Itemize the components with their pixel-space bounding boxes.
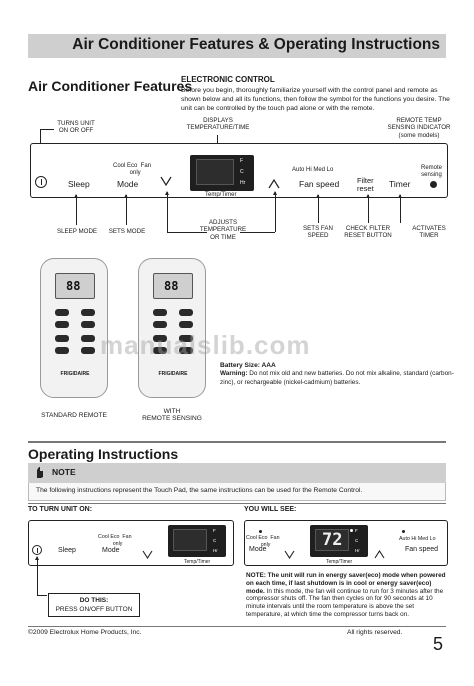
remote-fan-button[interactable]: [55, 335, 69, 342]
remote-timer-button[interactable]: [81, 347, 95, 354]
temp-timer-label-lit: Temp/Timer: [326, 559, 353, 565]
mode-button[interactable]: Mode: [117, 179, 139, 189]
battery-warning-text: Do not mix old and new batteries. Do not mix alkaline, standard (carbon-zinc), or rechargeable (nickel-cadmium) batteries.: [220, 370, 454, 386]
page-number: 5: [433, 634, 444, 654]
unit-hr-indicator: Hr: [240, 180, 246, 186]
unit-c-indicator: C: [240, 169, 244, 175]
filter-reset-button[interactable]: Filter reset: [357, 176, 374, 193]
unit-hr-indicator: Hr: [213, 548, 218, 553]
battery-warning-label: Warning:: [220, 370, 248, 377]
callout-check-filter: CHECK FILTER RESET BUTTON: [344, 225, 392, 240]
operating-heading: Operating Instructions: [28, 446, 179, 462]
mini-temp-down-button[interactable]: [142, 546, 153, 564]
unit-f-indicator: F: [355, 528, 358, 533]
rights-reserved: All rights reserved.: [347, 629, 403, 636]
do-this-text: PRESS ON/OFF BUTTON: [55, 606, 133, 613]
you-will-see-title: YOU WILL SEE:: [244, 506, 297, 513]
operating-note-rest: In this mode, the fan will continue to run for 3 minutes after the compressor shuts off. The fan then cycles on for 90 seconds at 10 minute intervals until the room temperature is above the set temperature, at which time the compressor turns back on.: [246, 587, 444, 618]
watermark: manualslib.com: [100, 330, 311, 360]
remote-up-button[interactable]: [179, 321, 193, 328]
callout-line: [318, 195, 319, 223]
remote-lcd: [55, 273, 95, 299]
mini-temp-timer-label: Temp/Timer: [184, 559, 211, 565]
panel-display: [190, 155, 254, 191]
fan-speed-button-lit[interactable]: Fan speed: [405, 546, 439, 553]
mode-button-lit[interactable]: Mode: [249, 546, 267, 553]
turn-on-title: TO TURN UNIT ON:: [28, 506, 93, 513]
remote-power-button[interactable]: [55, 309, 69, 316]
remote-mode-button[interactable]: [179, 309, 193, 316]
callout-line: [40, 129, 54, 130]
callout-sleep-mode: SLEEP MODE: [56, 228, 98, 235]
callout-line: [76, 195, 77, 225]
sensing-remote-label: WITH REMOTE SENSING: [142, 408, 202, 423]
note-hand-icon: [34, 466, 44, 479]
section-divider: [28, 441, 446, 443]
callout-line: [37, 595, 47, 596]
do-this-title: DO THIS:: [79, 597, 109, 604]
fan-speed-options: Auto Hi Med Lo: [292, 167, 334, 173]
section-divider: [28, 503, 446, 504]
display-lcd-on: [315, 529, 349, 551]
callout-line: [400, 195, 401, 223]
callout-line: [275, 192, 276, 232]
battery-size: Battery Size: AAA: [220, 362, 276, 369]
chevron-up-icon: [268, 179, 280, 189]
unit-f-indicator: F: [240, 158, 244, 164]
cool-indicator-dot: [259, 530, 262, 533]
remote-down-button[interactable]: [153, 321, 167, 328]
callout-remote-temp: REMOTE TEMP SENSING INDICATOR (some models): [387, 117, 451, 139]
mode-options: Cool Eco Fan only: [113, 163, 152, 176]
callout-sets-mode: SETS MODE: [108, 228, 146, 235]
page-title: Air Conditioner Features & Operating Instructions: [72, 36, 440, 53]
panel-display-lcd: [196, 159, 234, 185]
remote-lcd: [153, 273, 193, 299]
remote-up-button[interactable]: [81, 321, 95, 328]
footer-divider: [28, 626, 446, 627]
remote-sensing-label: Remote sensing: [421, 165, 443, 178]
temp-down-button[interactable]: [160, 176, 172, 189]
chevron-up-icon: [374, 550, 385, 559]
chevron-down-icon: [142, 550, 153, 559]
callout-sets-fan: SETS FAN SPEED: [303, 225, 333, 240]
standard-remote: [40, 258, 108, 398]
callout-line: [37, 557, 38, 595]
callout-activates-timer: ACTIVATES TIMER: [412, 225, 446, 240]
battery-warning: [220, 370, 456, 387]
features-heading: Air Conditioner Features: [28, 78, 193, 94]
remote-sleep-button[interactable]: [55, 347, 69, 354]
auto-indicator-dot: [402, 530, 405, 533]
note-label: NOTE: [52, 467, 76, 477]
remote-brand: FRIGIDAIRE: [60, 371, 90, 377]
operating-note-bold: NOTE: The unit will run in energy saver(eco) mode when powered on each time, if last shutdown is in cool or energy saver(eco) mode.: [246, 572, 446, 595]
electronic-control-body: Before you begin, thoroughly familiarize yourself with the control panel and remote as shown below and all its functions, then follow the symbol for the functions you desire. The unit can be controlled by the touch pad alone or with the remote.: [181, 87, 450, 112]
callout-adjusts: ADJUSTS TEMPERATURE OR TIME: [199, 219, 247, 241]
remote-sensing-indicator: [430, 181, 437, 188]
mini-sleep-button[interactable]: Sleep: [58, 547, 76, 554]
mode-options-lit: Cool Eco Fan only: [246, 535, 280, 548]
sleep-button[interactable]: Sleep: [68, 179, 90, 189]
unit-f-lit-dot: [350, 529, 353, 532]
unit-c-indicator: C: [355, 538, 359, 543]
mini-display-off: [168, 525, 226, 557]
sensing-remote: [138, 258, 206, 398]
electronic-control-heading: ELECTRONIC CONTROL: [181, 75, 275, 84]
mini-display-lcd: [173, 529, 207, 551]
remote-down-button[interactable]: [55, 321, 69, 328]
note-bar: [28, 463, 446, 483]
fan-speed-button[interactable]: Fan speed: [299, 179, 340, 189]
unit-hr-indicator: Hr: [355, 548, 360, 553]
unit-f-indicator: F: [213, 528, 216, 533]
display-temperature: 72: [322, 530, 343, 550]
power-button[interactable]: [35, 176, 47, 188]
temp-down-button-lit[interactable]: [284, 546, 295, 564]
callout-line: [167, 192, 168, 232]
callout-line: [126, 195, 127, 225]
display-on: [310, 525, 368, 557]
do-this-box: [48, 593, 140, 617]
remote-lcd-digits: 88: [164, 279, 179, 293]
unit-c-indicator: C: [213, 538, 217, 543]
operating-note: [246, 572, 448, 619]
mini-mode-options: Cool Eco Fan only: [98, 534, 132, 547]
remote-eco-button[interactable]: [81, 335, 95, 342]
copyright: ©2009 Electrolux Home Products, Inc.: [28, 629, 142, 636]
callout-displays: DISPLAYS TEMPERATURE/TIME: [186, 117, 250, 132]
chevron-down-icon: [284, 550, 295, 559]
callout-line: [368, 195, 369, 223]
temp-timer-label: Temp/Timer: [205, 192, 237, 198]
callout-turns-unit: TURNS UNIT ON OR OFF: [57, 120, 95, 135]
remote-brand: FRIGIDAIRE: [158, 371, 188, 377]
remote-mode-button[interactable]: [81, 309, 95, 316]
power-icon: [41, 179, 42, 185]
chevron-down-icon: [160, 176, 172, 186]
mini-mode-button[interactable]: Mode: [102, 547, 120, 554]
timer-button[interactable]: Timer: [389, 179, 411, 189]
remote-power-button[interactable]: [153, 309, 167, 316]
note-text: The following instructions represent the Touch Pad, the same instructions can be used for the Remote Control.: [36, 487, 363, 494]
fan-options-lit: Auto Hi Med Lo: [399, 536, 436, 542]
standard-remote-label: STANDARD REMOTE: [41, 412, 107, 419]
temp-up-button-lit[interactable]: [374, 546, 385, 564]
remote-lcd-digits: 88: [66, 279, 81, 293]
mini-power-button[interactable]: [32, 545, 42, 555]
power-icon: [37, 548, 38, 553]
